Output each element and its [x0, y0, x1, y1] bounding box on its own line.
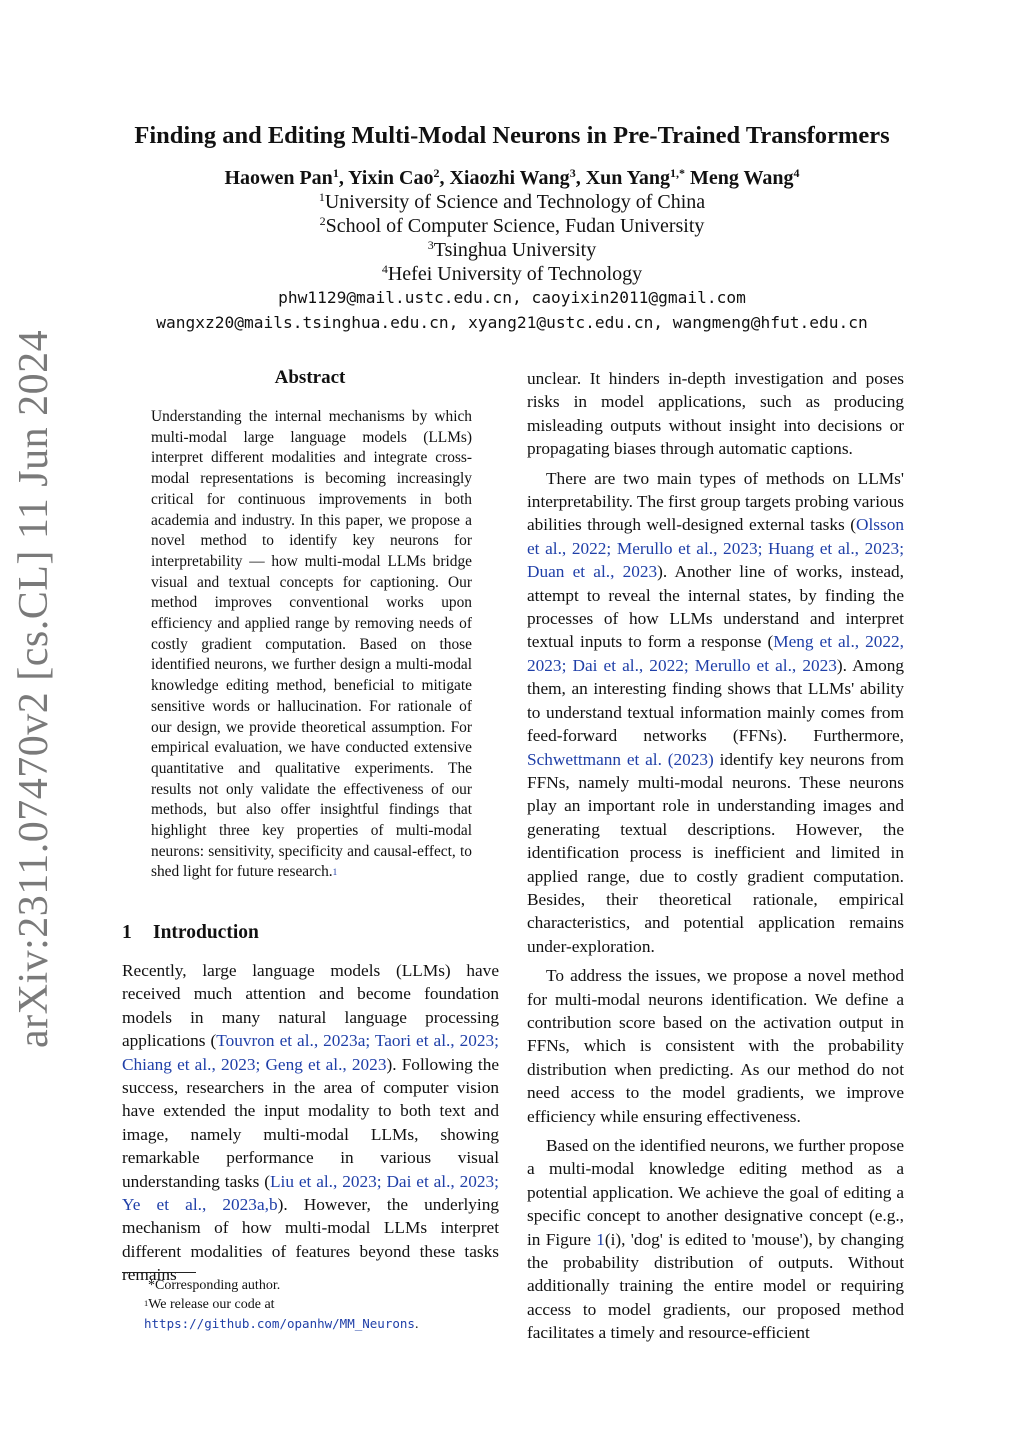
- email-line: wangxz20@mails.tsinghua.edu.cn, xyang21@ustc.edu.cn, wangmeng@hfut.edu.cn: [156, 313, 868, 332]
- citation-link[interactable]: Meng et al., 2022, 2023; Dai et al., 2022; Merullo et al., 2023: [527, 632, 905, 675]
- arxiv-stamp: arXiv:2311.07470v2 [cs.CL] 11 Jun 2024: [11, 329, 57, 1048]
- paragraph: There are two main types of methods on LLMs' interpretability. The first group targets probing various abilities through well-designed external tasks (Olsson et al., 2022; Merullo et al., 2023; Huang et al., 2023; Duan et al., 2023). Another line of works, instead, attempt to reveal the internal states, by finding the processes of how LLMs understand and interpret textual inputs to form a response (Meng et al., 2022, 2023; Dai et al., 2022; Merullo et al., 2023). Among them, an interesting finding shows that LLMs' ability to understand textual information mainly comes from feed-forward networks (FFNs). Furthermore, Schwettmann et al. (2023) identify key neurons from FFNs, namely multi-modal neurons. These neurons play an important role in understanding images and generating textual descriptions. However, the identification process is inefficient and limited in applied range, due to costly gradient computation. Besides, their theoretical rationale, empirical characteristics, and potential application remains under-exploration.: [527, 468, 905, 956]
- affiliation: $^2$School of Computer Science, Fudan University: [319, 213, 705, 237]
- paragraph: To address the issues, we propose a novel method for multi-modal neurons identification. We define a contribution score based on the activation output in FFNs, which is consistent with the probability distribution when predicting. As our method do not need access to the model gradients, we improve efficiency while ensuring effectiveness.: [527, 966, 904, 1126]
- paragraph: unclear. It hinders in-depth investigation and poses risks in model applications, such as producing misleading outputs without insight into decisions or propagating biases through automatic captions.: [527, 369, 904, 459]
- affiliation: $^4$Hefei University of Technology: [381, 261, 643, 285]
- citation-link[interactable]: Schwettmann et al. (2023): [527, 749, 714, 769]
- citation-link[interactable]: Liu et al., 2023; Dai et al., 2023; Ye et al., 2023a,b: [122, 1171, 499, 1215]
- footnote-ref[interactable]: 1: [332, 866, 338, 877]
- paragraph: Recently, large language models (LLMs) have received much attention and become foundation models in many natural language processing applications (Touvron et al., 2023a; Taori et al., 2023; Chiang et al., 2023; Geng et al., 2023). Following the success, researchers in the area of computer vision have extended the input modality to both text and image, namely multi-modal LLMs, showing remarkable performance in various visual understanding tasks (Liu et al., 2023; Dai et al., 2023; Ye et al., 2023a,b). However, the underlying mechanism of how multi-modal LLMs interpret different modalities of features beyond these tasks remains: [122, 961, 500, 1285]
- right-column: [527, 367, 904, 1351]
- author: Meng Wang$^4$: [689, 165, 800, 189]
- section-heading: 1 Introduction: [122, 922, 259, 943]
- paragraph: Based on the identified neurons, we further propose a multi-modal knowledge editing method as a potential application. We achieve the goal of editing a specific concept to another designative concept (e.g., in Figure 1(i), 'dog' is edited to 'mouse'), by changing the probability distribution of outputs. Without additionally training the entire model or requiring access to model gradients, our proposed method facilitates a timely and resource-efficient: [527, 1136, 905, 1343]
- left-column: [122, 959, 499, 1293]
- paper-title: Finding and Editing Multi-Modal Neurons in Pre-Trained Transformers: [134, 122, 890, 149]
- author: Xun Yang$^{1,*}$: [585, 165, 685, 189]
- abstract-body: Understanding the internal mechanisms by which multi-modal large language models (LLMs) interpret different modalities and integrate cross-modal representations is becoming increasingly critical for continuous improvements in both academia and industry. In this paper, we propose a novel method to identify key neurons for interpretability — how multi-modal LLMs bridge visual and textual concepts for captioning. Our method improves conventional works upon efficiency and applied range by removing needs of costly gradient computation. Based on those identified neurons, we further design a multi-modal knowledge editing method, beneficial to mitigate sensitive words or hallucination. For rationale of our design, we provide theoretical assumption. For empirical evaluation, we have conducted extensive quantitative and qualitative experiments. The results not only validate the effectiveness of our methods, but also offer insightful findings that highlight three key properties of multi-modal neurons: sensitivity, specificity and causal-effect, to shed light for future research.$^1$: [151, 408, 472, 881]
- author: Haowen Pan$^1$,: [224, 165, 349, 189]
- email-line: phw1129@mail.ustc.edu.cn, caoyixin2011@gmail.com: [278, 288, 746, 307]
- citation-link[interactable]: Olsson et al., 2022; Merullo et al., 2023; Huang et al., 2023; Duan et al., 2023: [527, 515, 904, 582]
- author: Xiaozhi Wang$^3$,: [449, 165, 586, 189]
- author: Yixin Cao$^2$,: [348, 165, 450, 189]
- figure-ref-link[interactable]: 1: [596, 1229, 605, 1249]
- citation-link[interactable]: Touvron et al., 2023a; Taori et al., 2023; Chiang et al., 2023; Geng et al., 2023: [122, 1031, 499, 1074]
- affiliation: $^3$Tsinghua University: [427, 237, 597, 261]
- footnote-rule: [122, 1272, 196, 1273]
- code-url-link[interactable]: https://github.com/opanhw/MM_Neurons: [144, 1316, 415, 1331]
- footnote-code: $^1$We release our code at https://github.com/opanhw/MM_Neurons.: [144, 1297, 419, 1332]
- affiliation: $^1$University of Science and Technology of China: [318, 189, 706, 213]
- author-list: [0, 167, 1024, 190]
- footnote-corresponding: *Corresponding author.: [148, 1278, 281, 1293]
- abstract-heading: Abstract: [274, 367, 346, 388]
